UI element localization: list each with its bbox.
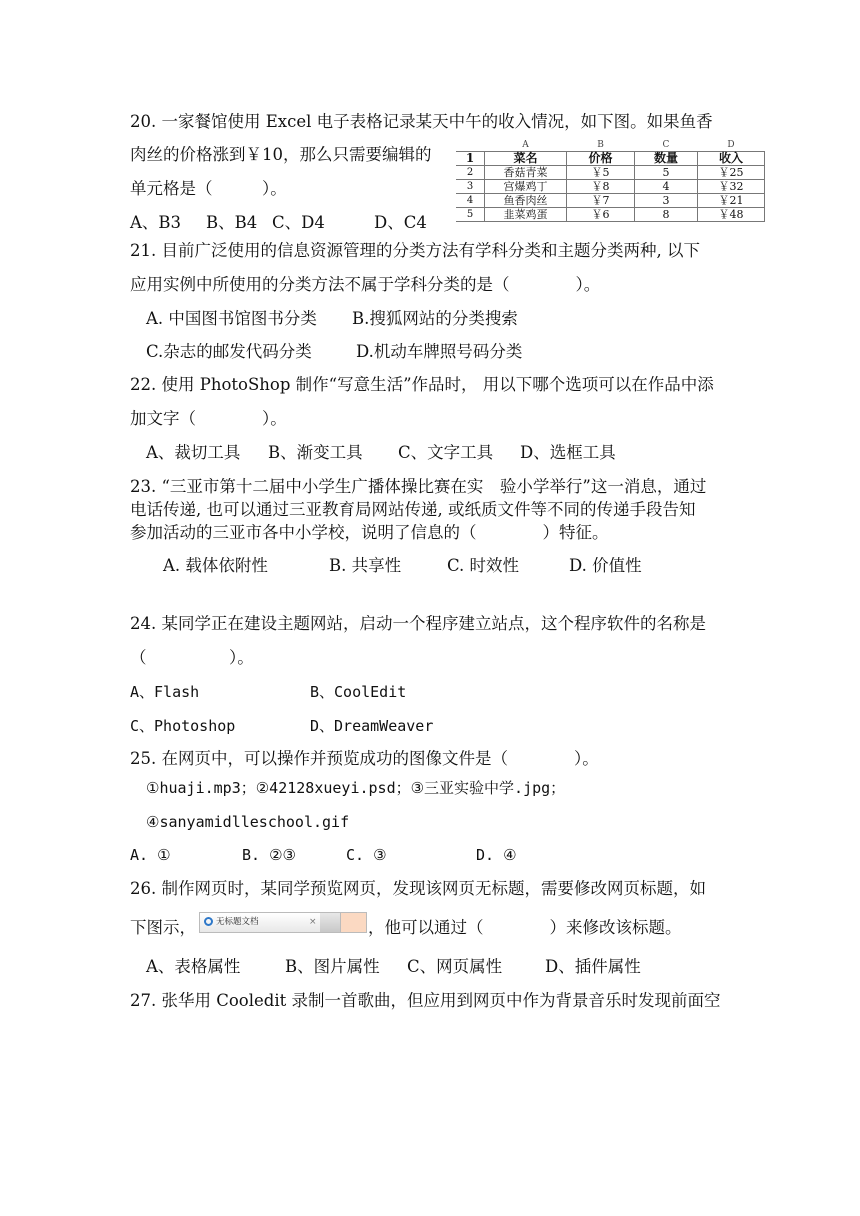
q20-option-a: A、B3 [130,213,182,232]
excel-col-letter: A [485,140,567,152]
excel-row [456,194,765,208]
browser-tab-image [199,912,367,933]
q22-option-c: C、文字工具 [398,443,494,462]
q22-options [146,442,616,464]
excel-row [456,166,765,180]
q27-stem-line1: 27. 张华用 Cooledit 录制一首歌曲，但应用到网页中作为背景音乐时发现前面空 [130,991,721,1010]
q26-stem-line1: 26. 制作网页时，某同学预览网页，发现该网页无标题，需要修改网页标题，如 [130,879,706,898]
excel-col-letter: C [635,140,698,152]
q23-stem-line1: 23. “三亚市第十二届中小学生广播体操比赛在实 验小学举行”这一消息，通过 [130,477,707,496]
excel-cell: 香菇青菜 [485,166,567,180]
q25-options [130,844,517,866]
q24-stem-line2: （ ）。 [130,648,254,667]
q26-option-b: B、图片属性 [285,957,380,976]
excel-col-letter: D [698,140,765,152]
excel-cell: 5 [635,166,698,180]
q20-option-d: D、C4 [374,213,427,232]
q20-option-c: C、D4 [272,213,325,232]
excel-col-letter: B [567,140,635,152]
q22-option-a: A、裁切工具 [146,443,241,462]
excel-cell: ￥21 [698,194,765,208]
q26-options [146,956,641,978]
q24-option-b: B、CoolEdit [310,683,407,701]
tab-highlight [341,913,367,932]
q23-options [163,555,642,577]
excel-cell: 宫爆鸡丁 [485,180,567,194]
excel-row [456,180,765,194]
tab-gap [320,913,341,932]
excel-cell: ￥32 [698,180,765,194]
q21-stem-line1: 21. 目前广泛使用的信息资源管理的分类方法有学科分类和主题分类两种, 以下 [130,241,700,260]
q21-options-row2 [146,341,522,363]
excel-row-number: 3 [456,180,485,194]
browser-tab [200,913,321,932]
excel-cell: 收入 [698,152,765,166]
q20-option-b: B、B4 [206,213,258,232]
q24-option-c: C、Photoshop [130,717,236,735]
excel-cell: ￥5 [567,166,635,180]
q20-stem-line3: 单元格是（ ）。 [130,179,287,198]
excel-cell: ￥25 [698,166,765,180]
ie-icon [204,917,213,926]
excel-cell: 菜名 [485,152,567,166]
q25-option-d: D. ④ [476,846,517,864]
q25-option-a: A. ① [130,846,171,864]
excel-row [456,208,765,222]
q25-stem: 25. 在网页中，可以操作并预览成功的图像文件是（ ）。 [130,749,599,768]
q25-files-line1: ①huaji.mp3；②42128xueyi.psd；③三亚实验中学.jpg； [146,779,566,797]
excel-cell: ￥6 [567,208,635,222]
q23-stem-line2: 电话传递, 也可以通过三亚教育局网站传递, 或纸质文件等不同的传递手段告知 [130,500,696,519]
excel-row-number: 5 [456,208,485,222]
excel-cell: 鱼香肉丝 [485,194,567,208]
q22-stem-line1: 22. 使用 PhotoShop 制作“写意生活”作品时， 用以下哪个选项可以在作品中添 [130,375,714,394]
q20-stem-line1: 20. 一家餐馆使用 Excel 电子表格记录某天中午的收入情况，如下图。如果鱼香 [130,112,713,131]
q26-option-d: D、插件属性 [545,957,641,976]
q21-option-d: D.机动车牌照号码分类 [356,342,523,361]
excel-row [456,152,765,166]
q23-option-c: C. 时效性 [447,556,520,575]
close-icon: × [309,917,317,927]
q24-option-a: A、Flash [130,683,200,701]
q22-option-d: D、选框工具 [520,443,616,462]
excel-cell: 数量 [635,152,698,166]
q25-option-b: B. ②③ [242,846,296,864]
q24-options-row2 [130,715,433,737]
q21-stem-line2: 应用实例中所使用的分类方法不属于学科分类的是（ ）。 [130,275,601,294]
excel-table-image [456,140,765,222]
q24-option-d: D、DreamWeaver [310,717,434,735]
q26-option-a: A、表格属性 [146,957,241,976]
excel-cell: ￥7 [567,194,635,208]
q26-stem-line2-pre: 下图示， [130,918,196,937]
q23-stem-line3: 参加活动的三亚市各中小学校，说明了信息的（ ）特征。 [130,523,609,542]
q22-stem-line2: 加文字（ ）。 [130,409,287,428]
excel-cell: 3 [635,194,698,208]
excel-column-header-row [456,140,765,152]
excel-cell: 价格 [567,152,635,166]
q25-option-c: C. ③ [346,846,387,864]
tab-title: 无标题文档 [216,917,259,927]
excel-row-number: 4 [456,194,485,208]
q23-option-a: A. 载体依附性 [163,556,268,575]
excel-cell: ￥48 [698,208,765,222]
excel-cell: 4 [635,180,698,194]
q21-option-b: B.搜狐网站的分类搜索 [352,309,518,328]
excel-cell: ￥8 [567,180,635,194]
q21-option-c: C.杂志的邮发代码分类 [146,342,312,361]
excel-cell: 8 [635,208,698,222]
excel-cell: 韭菜鸡蛋 [485,208,567,222]
excel-row-number: 2 [456,166,485,180]
q22-option-b: B、渐变工具 [268,443,363,462]
q21-options-row1 [146,308,518,330]
q26-option-c: C、网页属性 [407,957,503,976]
q25-files-line2: ④sanyamidlleschool.gif [146,813,350,831]
q23-option-b: B. 共享性 [329,556,402,575]
q26-stem-line2-post: ，他可以通过（ ）来修改该标题。 [368,918,682,937]
q24-options-row1 [130,681,406,703]
q23-option-d: D. 价值性 [569,556,642,575]
q21-option-a: A. 中国图书馆图书分类 [146,309,317,328]
excel-row-number: 1 [456,152,485,166]
q20-options [130,212,427,234]
q24-stem-line1: 24. 某同学正在建设主题网站，启动一个程序建立站点，这个程序软件的名称是 [130,614,706,633]
q20-stem-line2: 肉丝的价格涨到￥10，那么只需要编辑的 [130,145,432,164]
